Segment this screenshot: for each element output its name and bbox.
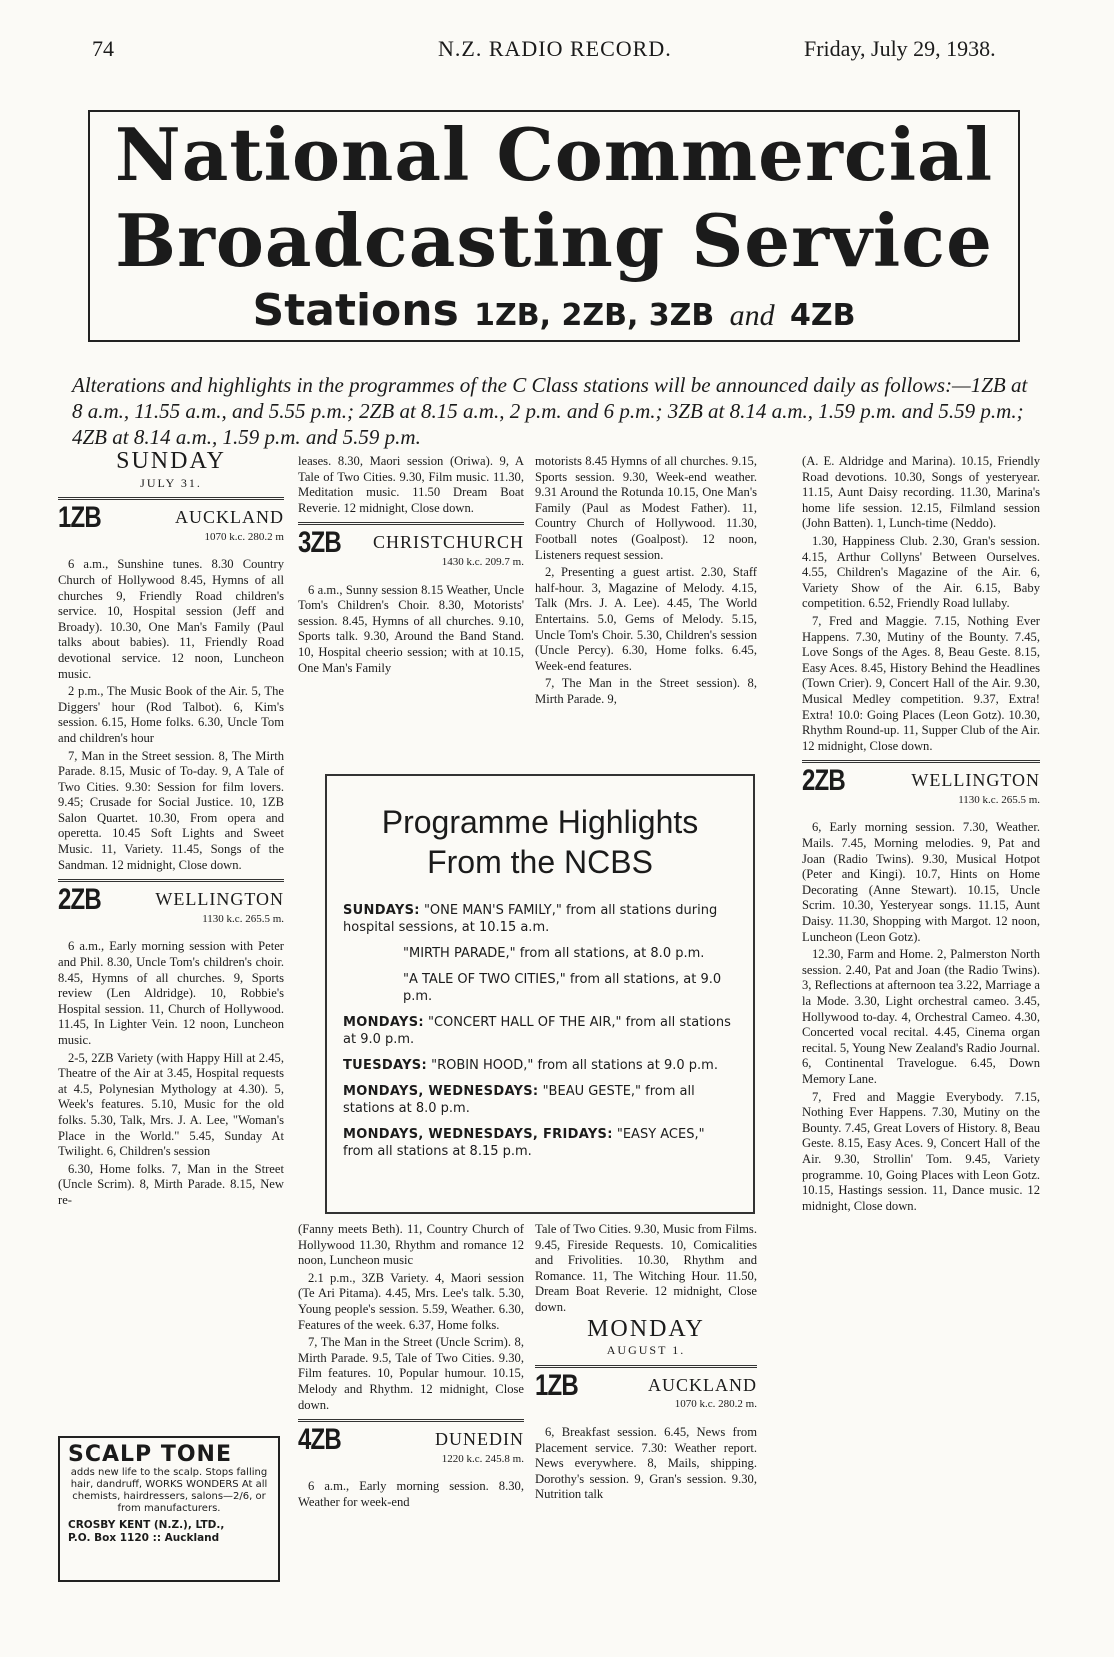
highlights-title: Programme Highlights [381, 804, 699, 840]
station-call: 2ZB [58, 883, 101, 917]
banner-stations [90, 284, 1018, 343]
station-call: 1ZB [535, 1368, 578, 1402]
scalp-tone-ad [58, 1436, 280, 1582]
divider [802, 760, 1040, 763]
issue-date: Friday, July 29, 1938. [804, 36, 996, 61]
highlight-text: "MIRTH PARADE," from all stations, at 8.0 p.m. [403, 946, 705, 961]
program-text: 1.30, Happiness Club. 2.30, Gran's session. 4.15, Arthur Collyns' Between Ourselves. 4.55, Children's Magazine of the Air. 6, Variety Show of the Air. 6.15, Baby competition. 6.52, Friendly Road lullaby. [802, 533, 1040, 611]
station-frequency: 1070 k.c. 280.2 m. [674, 1398, 757, 1411]
and-word: and [729, 299, 775, 332]
highlight-item [343, 1126, 737, 1160]
program-text: motorists 8.45 Hymns of all churches. 9.15, Sports session. 9.30, Week-end weather. 9.31 Around the Rotunda 10.15, One Man's Family (Paul as Modest Father). 11, Country Church of Hollywood. 11.30, Football notes (Goalpost). 12 noon, Listeners request session. [535, 454, 757, 562]
station-frequency: 1220 k.c. 245.8 m. [441, 1452, 524, 1465]
ad-title: SCALP TONE [68, 1442, 232, 1467]
column-2-lower [298, 1222, 524, 1513]
ncbs-banner [88, 110, 1020, 342]
divider [298, 1419, 524, 1422]
program-text: 7, The Man in the Street (Uncle Scrim). 8, Mirth Parade. 9.5, Tale of Two Cities. 9.30, Film features. 10, Popular humour. 10.15, Melody and Rhythm. 12 midnight, Close down. [298, 1335, 524, 1412]
station-frequency: 1130 k.c. 265.5 m. [958, 793, 1040, 806]
program-text: 2, Presenting a guest artist. 2.30, Staff half-hour. 3, Magazine of Melody. 4.15, Talk (Mrs. J. A. Lee). 4.45, The World Entertains. 5.0, Gems of Melody. 5.15, Uncle Tom's Choir. 5.30, Children's session (Uncle Percy). 6.30, Home folks. 6.45, Week-end features. [535, 565, 757, 673]
program-text: 2 p.m., The Music Book of the Air. 5, The Diggers' hour (Rod Talbot). 6, Kim's session. 6.15, Home folks. 6.30, Uncle Tom and children's hour [58, 684, 284, 745]
highlights-subtitle: From the NCBS [427, 844, 653, 880]
station-heading [58, 883, 284, 927]
banner-line1: National Commercial [114, 112, 994, 197]
station-city: CHRISTCHURCH [372, 532, 524, 553]
day-date: JULY 31. [140, 475, 202, 490]
program-text: 7, Fred and Maggie. 7.15, Nothing Ever Happens. 7.30, Mutiny of the Bounty. 7.45, Love Songs of the Ages. 8, Beau Geste. 8.15, Easy Aces. 8.45, History Behind the Headlines (Town Crier). 9, Concert Hall of the Air. 9.30, Musical Medley competition. 9.37, Extra! Extra! 10.0: Going Places (Leon Gotz). 10.30, Rhythm Round-up. 11, Supper Club of the Air. 12 midnight, Close down. [802, 613, 1040, 753]
day-heading: MONDAY [587, 1315, 705, 1342]
publication-title: N.Z. RADIO RECORD. [438, 36, 672, 61]
highlight-text: "BEAU GESTE," from all stations at 8.0 p.m. [343, 1084, 695, 1116]
program-text: 7, Man in the Street session. 8, The Mirth Parade. 8.15, Music of To-day. 9, A Tale of Two Cities. 9.30: Session for film lovers. 9.45; Crusade for Social Justice. 10, 1ZB Salon Quartet. 10.30, From opera and operetta. 10.45 Soft Lights and Sweet Music. 11, Variety. 11.45, Songs of the Sandman. 12 midnight, Close down. [58, 748, 284, 872]
program-text: 6 a.m., Sunshine tunes. 8.30 Country Church of Hollywood 8.45, Hymns of all churches 9, Friendly Road children's service. 10, Hospital session (Jeff and Broady). 10.30, One Man's Family (Paul talks about babies). 11, Friendly Road devotional service. 12 noon, Luncheon music. [58, 557, 284, 681]
station-city: WELLINGTON [155, 889, 284, 910]
highlight-text: "CONCERT HALL OF THE AIR," from all stations at 9.0 p.m. [343, 1015, 731, 1047]
highlight-item [343, 902, 737, 936]
column-2 [298, 454, 524, 678]
highlight-item [343, 945, 737, 962]
station-heading [298, 1423, 524, 1467]
ad-body: adds new life to the scalp. Stops falling hair, dandruff, WORKS WONDERS At all chemists, hairdressers, salons—2/6, or from manufacturers. [70, 1467, 268, 1514]
divider [535, 1365, 757, 1368]
highlight-day: TUESDAYS: [343, 1058, 427, 1073]
programme-highlights-box [325, 774, 755, 1214]
station-city: AUCKLAND [175, 507, 284, 528]
station-city: WELLINGTON [911, 770, 1040, 791]
station-call: 3ZB [298, 526, 341, 560]
program-text: 6 a.m., Early morning session. 8.30, Weather for week-end [298, 1479, 524, 1509]
highlight-text: "A TALE OF TWO CITIES," from all stations, at 9.0 p.m. [403, 972, 722, 1004]
program-text: (Fanny meets Beth). 11, Country Church of Hollywood 11.30, Rhythm and romance 12 noon, Luncheon music [298, 1222, 524, 1268]
day-heading: SUNDAY [116, 448, 226, 474]
program-text: 6 a.m., Early morning session with Peter and Phil. 8.30, Uncle Tom's children's choir. 8.45, Hymns of all churches. 9, Sports review (Len Aldridge). 10, Robbie's Hospital session. 11, Church of Hollywood. 11.45, In Lighter Vein. 12 noon, Luncheon music. [58, 939, 284, 1047]
stations-word: Stations [252, 285, 459, 336]
column-3-lower [535, 1222, 757, 1505]
column-3 [535, 454, 757, 710]
station-city: DUNEDIN [435, 1429, 524, 1450]
station-frequency: 1130 k.c. 265.5 m. [202, 912, 284, 925]
program-text: 2-5, 2ZB Variety (with Happy Hill at 2.45, Theatre of the Air at 3.45, Hospital requests at 4.5, Polynesian Mythology at 4.30). 5, Week's features. 5.10, Music for the old folks. 5.30, Talk, Mrs. J. A. Lee, "Woman's Place in the World." 5.45, Sunday At Twilight. 6, Children's session [58, 1050, 284, 1159]
program-text: 12.30, Farm and Home. 2, Palmerston North session. 2.40, Pat and Joan (the Radio Twins). 3, Reflections at afternoon tea 3.22, Marriage a la Mode. 3.30, Light orchestral cameo. 3.45, Hollywood to-day. 4, Orchestral Cameo. 4.30, Concerted vocal recital. 4.45, Cinema organ recital. 5, Young New Zealand's Radio Journal. 6, Continental Travelogue. 6.45, Down Memory Lane. [802, 947, 1040, 1086]
program-text: (A. E. Aldridge and Marina). 10.15, Friendly Road devotions. 10.30, Songs of yesteryear. 11.15, Aunt Daisy recording. 11.30, Marina's home life session. 12.15, Filmland session (John Batten). 1, Lunch-time (Neddo). [802, 454, 1040, 531]
highlight-text: "ROBIN HOOD," from all stations at 9.0 p.m. [431, 1058, 718, 1073]
day-date: AUGUST 1. [606, 1343, 686, 1358]
station-call: 2ZB [802, 764, 845, 798]
highlight-day: MONDAYS, WEDNESDAYS: [343, 1084, 539, 1099]
divider [58, 497, 284, 500]
program-text: 7, Fred and Maggie Everybody. 7.15, Nothing Ever Happens. 7.30, Mutiny on the Bounty. 7.45, Great Lovers of History. 8, Beau Geste. 8.15, Easy Aces. 9, Concert Hall of the Air. 9.30, Strollin' Tom. 9.45, Variety programme. 10, Going Places with Leon Gotz. 10.15, Hastings session. 11, Dance music. 12 midnight, Close down. [802, 1089, 1040, 1213]
station-heading [58, 501, 284, 545]
divider [298, 522, 524, 525]
station-heading [535, 1368, 757, 1413]
highlight-day: MONDAYS, WEDNESDAYS, FRIDAYS: [343, 1127, 613, 1142]
highlight-day: MONDAYS: [343, 1015, 424, 1030]
station-heading [802, 764, 1040, 808]
column-1 [58, 448, 284, 1211]
station-call: 4ZB [298, 1423, 341, 1457]
highlight-item [343, 1057, 737, 1074]
program-text: leases. 8.30, Maori session (Oriwa). 9, A Tale of Two Cities. 9.30, Film music. 11.30, Meditation music. 11.50 Dream Boat Reverie. 12 midnight, Close down. [298, 454, 524, 515]
station-city: AUCKLAND [648, 1374, 757, 1395]
announcement-intro: Alterations and highlights in the programmes of the C Class stations will be announced daily as follows:—1ZB at 8 a.m., 11.55 a.m., and 5.55 p.m.; 2ZB at 8.15 a.m., 2 p.m. and 6 p.m.; 3ZB at 8.14 a.m., 1.59 p.m. and 5.59 p.m.; 4ZB at 8.14 a.m., 1.59 p.m. and 5.59 p.m. [72, 373, 1028, 449]
page-number: 74 [92, 36, 114, 61]
highlight-item [343, 1014, 737, 1048]
station-frequency: 1430 k.c. 209.7 m. [441, 555, 524, 568]
program-text: 6 a.m., Sunny session 8.15 Weather, Uncle Tom's Children's Choir. 8.30, Motorists' session. 8.45, Hymns of all churches. 9.10, Sports talk. 9.30, Around the Band Stand. 10, Hospital cheerio session; with at 10.15, One Man's Family [298, 582, 524, 675]
program-text: 7, The Man in the Street session). 8, Mirth Parade. 9, [535, 676, 757, 706]
column-4 [802, 454, 1040, 1216]
banner-line2: Broadcasting Service [115, 198, 993, 283]
station-call: 1ZB [58, 501, 101, 535]
station-heading [298, 526, 524, 570]
stations-calls: 1ZB, 2ZB, 3ZB [474, 298, 715, 333]
ad-footer: CROSBY KENT (N.Z.), LTD., [68, 1519, 225, 1531]
highlight-item [343, 971, 737, 1005]
station-frequency: 1070 k.c. 280.2 m [204, 530, 284, 543]
highlight-day: SUNDAYS: [343, 903, 420, 918]
program-text: 6.30, Home folks. 7, Man in the Street (Uncle Scrim). 8, Mirth Parade. 8.15, New re- [58, 1161, 284, 1207]
highlight-text: "EASY ACES," from all stations at 8.15 p.m. [343, 1127, 705, 1159]
divider [58, 879, 284, 882]
ad-footer: P.O. Box 1120 :: Auckland [68, 1532, 220, 1544]
program-text: 6, Breakfast session. 6.45, News from Placement service. 7.30: Weather report. News everywhere. 8, Mails, shipping. Dorothy's session. 9, Gran's session. 9.30, Nutrition talk [535, 1424, 757, 1502]
program-text: Tale of Two Cities. 9.30, Music from Films. 9.45, Fireside Requests. 10, Comicalities and Frivolities. 10.30, Rhythm and Romance. 11, The Witching Hour. 11.50, Dream Boat Reverie. 12 midnight, Close down. [535, 1222, 757, 1314]
stations-last: 4ZB [789, 298, 856, 333]
program-text: 6, Early morning session. 7.30, Weather. Mails. 7.45, Morning melodies. 9, Pat and Joan (Radio Twins). 9.30, Musical Hotpot (Peter and Kingi). 10.7, Hints on Home Decorating (Anne Stewart). 10.15, Uncle Scrim. 10.30, Yesteryear songs. 11.15, Aunt Daisy. 11.30, Shopping with Margot. 12 noon, Luncheon (Leon Gotz). [802, 820, 1040, 944]
highlight-text: "ONE MAN'S FAMILY," from all stations during hospital sessions, at 10.15 a.m. [343, 903, 718, 935]
highlight-item [343, 1083, 737, 1117]
program-text: 2.1 p.m., 3ZB Variety. 4, Maori session (Te Ari Pitama). 4.45, Mrs. Lee's talk. 5.30, Young people's session. 5.59, Weather. 6.30, Features of the week. 6.37, Home folks. [298, 1270, 524, 1332]
